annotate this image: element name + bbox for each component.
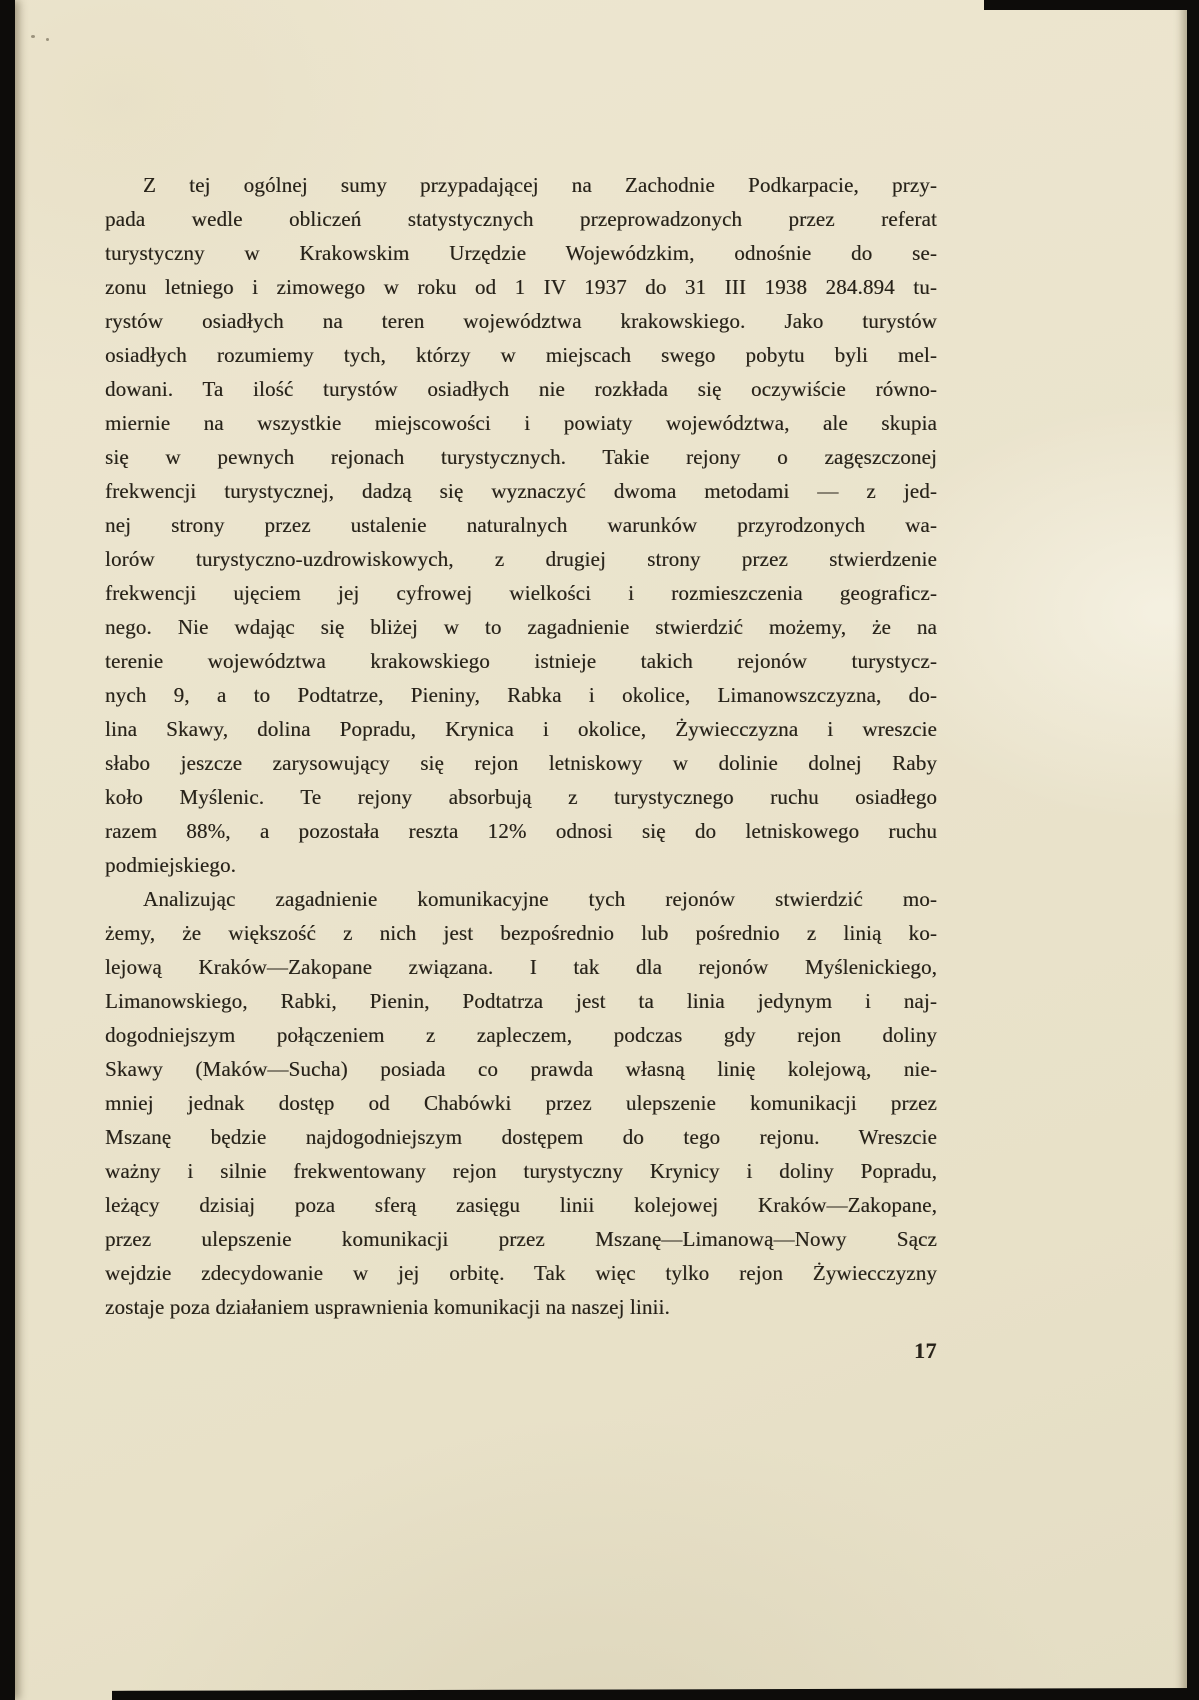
text-line: frekwencji ujęciem jej cyfrowej wielkości i rozmieszczenia geograficz-	[105, 581, 937, 605]
text-line: wejdzie zdecydowanie w jej orbitę. Tak więc tylko rejon Żywiecczyzny	[105, 1261, 937, 1285]
scan-edge-right	[1187, 0, 1199, 1700]
text-line: rystów osiadłych na teren województwa krakowskiego. Jako turystów	[105, 309, 937, 333]
text-line: osiadłych rozumiemy tych, którzy w miejscach swego pobytu byli mel-	[105, 343, 937, 367]
scan-edge-top-right	[984, 0, 1199, 10]
text-line: lejową Kraków—Zakopane związana. I tak dla rejonów Myślenickiego,	[105, 955, 937, 979]
text-line: podmiejskiego.	[105, 853, 237, 877]
text-block	[105, 168, 937, 1324]
text-line: żemy, że większość z nich jest bezpośrednio lub pośrednio z linią ko-	[105, 921, 937, 945]
text-line: nego. Nie wdając się bliżej w to zagadnienie stwierdzić możemy, że na	[105, 615, 937, 639]
text-line: słabo jeszcze zarysowujący się rejon letniskowy w dolinie dolnej Raby	[105, 751, 937, 775]
text-line: frekwencji turystycznej, dadzą się wyznaczyć dwoma metodami — z jed-	[105, 479, 937, 503]
text-line: terenie województwa krakowskiego istnieje takich rejonów turystycz-	[105, 649, 937, 673]
text-line: miernie na wszystkie miejscowości i powiaty województwa, ale skupia	[105, 411, 937, 435]
text-line: ważny i silnie frekwentowany rejon turystyczny Krynicy i doliny Popradu,	[105, 1159, 937, 1183]
text-line: zostaje poza działaniem usprawnienia komunikacji na naszej linii.	[105, 1295, 670, 1319]
text-line: Analizując zagadnienie komunikacyjne tych rejonów stwierdzić mo-	[143, 887, 937, 911]
text-line: nych 9, a to Podtatrze, Pieniny, Rabka i okolice, Limanowszczyzna, do-	[105, 683, 937, 707]
paper-speck	[46, 38, 49, 41]
paper-speck	[31, 35, 35, 38]
text-line: mniej jednak dostęp od Chabówki przez ulepszenie komunikacji przez	[105, 1091, 937, 1115]
text-line: lorów turystyczno-uzdrowiskowych, z drugiej strony przez stwierdzenie	[105, 547, 937, 571]
text-line: razem 88%, a pozostała reszta 12% odnosi się do letniskowego ruchu	[105, 819, 937, 843]
text-line: pada wedle obliczeń statystycznych przeprowadzonych przez referat	[105, 207, 937, 231]
text-line: lina Skawy, dolina Popradu, Krynica i okolice, Żywiecczyzna i wreszcie	[105, 717, 937, 741]
text-line: Skawy (Maków—Sucha) posiada co prawda własną linię kolejową, nie-	[105, 1057, 937, 1081]
text-line: się w pewnych rejonach turystycznych. Takie rejony o zagęszczonej	[105, 445, 937, 469]
text-line: zonu letniego i zimowego w roku od 1 IV 1937 do 31 III 1938 284.894 tu-	[105, 275, 937, 299]
scan-edge-left	[0, 0, 15, 1700]
text-line: leżący dzisiaj poza sferą zasięgu linii kolejowej Kraków—Zakopane,	[105, 1193, 937, 1217]
text-line: Z tej ogólnej sumy przypadającej na Zachodnie Podkarpacie, przy-	[143, 173, 937, 197]
text-line: koło Myślenic. Te rejony absorbują z turystycznego ruchu osiadłego	[105, 785, 937, 809]
text-line: Limanowskiego, Rabki, Pienin, Podtatrza jest ta linia jedynym i naj-	[105, 989, 937, 1013]
text-line: dogodniejszym połączeniem z zapleczem, podczas gdy rejon doliny	[105, 1023, 937, 1047]
text-line: nej strony przez ustalenie naturalnych warunków przyrodzonych wa-	[105, 513, 937, 537]
scan-edge-bottom	[112, 1688, 1199, 1700]
text-line: przez ulepszenie komunikacji przez Mszanę—Limanową—Nowy Sącz	[105, 1227, 937, 1251]
text-line: dowani. Ta ilość turystów osiadłych nie rozkłada się oczywiście równo-	[105, 377, 937, 401]
text-line: Mszanę będzie najdogodniejszym dostępem do tego rejonu. Wreszcie	[105, 1125, 937, 1149]
page-number: 17	[914, 1338, 937, 1363]
text-line: turystyczny w Krakowskim Urzędzie Wojewódzkim, odnośnie do se-	[105, 241, 937, 265]
paragraph	[105, 168, 937, 882]
paragraph	[105, 882, 937, 1324]
